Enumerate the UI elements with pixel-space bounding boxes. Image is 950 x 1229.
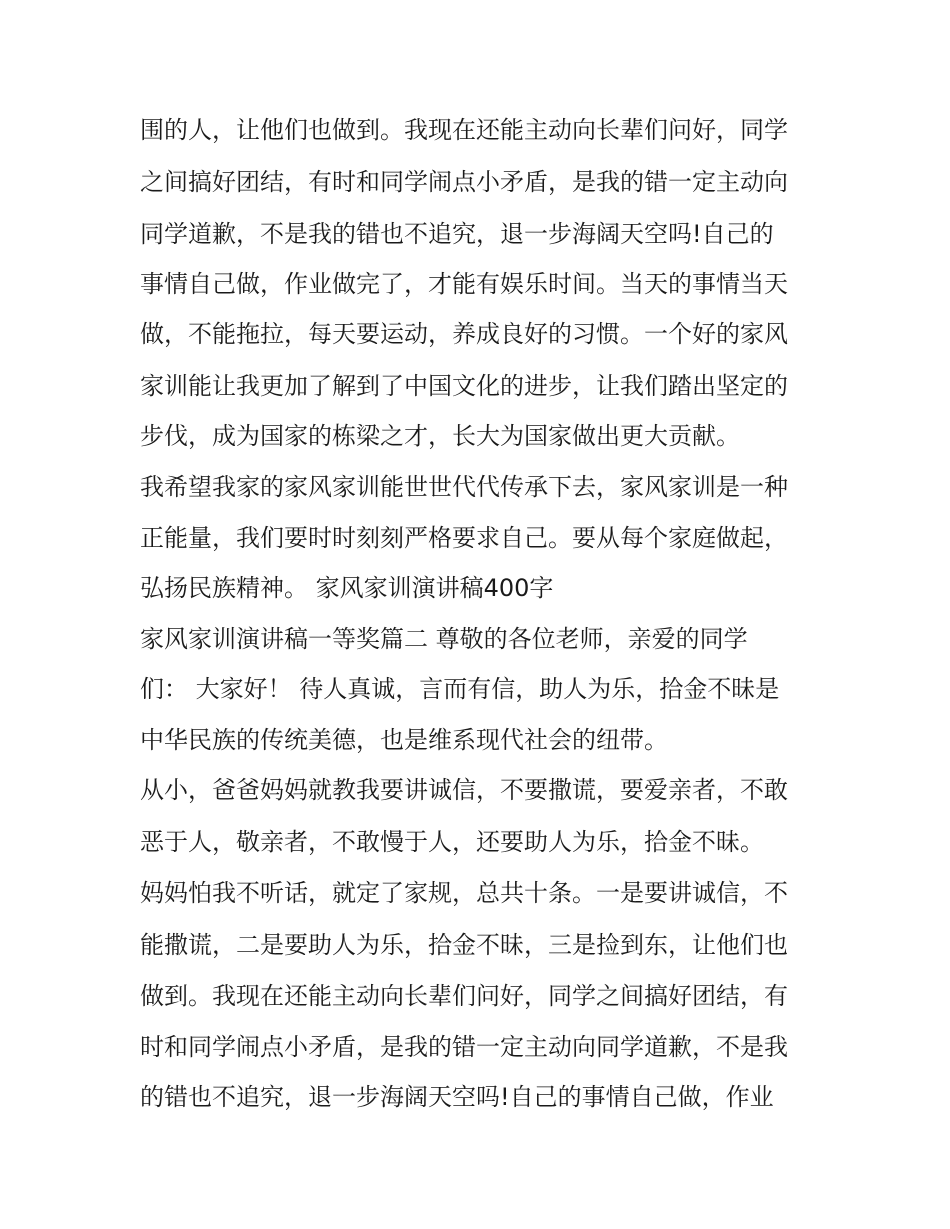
text-line: 弘扬民族精神。 家风家训演讲稿400字 <box>140 574 554 602</box>
text-line: 恶于人，敬亲者，不敢慢于人，还要助人为乐，拾金不昧。 <box>140 828 764 856</box>
text-line: 中华民族的传统美德，也是维系现代社会的纽带。 <box>140 726 668 754</box>
text-line: 时和同学闹点小矛盾，是我的错一定主动向同学道歉，不是我 <box>140 1033 788 1061</box>
text-line: 们： 大家好！ 待人真诚，言而有信，助人为乐，拾金不昧是 <box>140 675 780 703</box>
text-line: 的错也不追究，退一步海阔天空吗!自己的事情自己做，作业 <box>140 1083 774 1111</box>
text-line: 围的人，让他们也做到。我现在还能主动向长辈们问好，同学 <box>140 116 788 144</box>
text-line: 能撒谎，二是要助人为乐，拾金不昧，三是捡到东，让他们也 <box>140 931 788 959</box>
text-line: 事情自己做，作业做完了，才能有娱乐时间。当天的事情当天 <box>140 270 788 298</box>
text-line: 我希望我家的家风家训能世世代代传承下去，家风家训是一种 <box>140 473 788 501</box>
text-line: 步伐，成为国家的栋梁之才，长大为国家做出更大贡献。 <box>140 422 740 450</box>
text-line: 正能量，我们要时时刻刻严格要求自己。要从每个家庭做起， <box>140 524 788 552</box>
text-line: 同学道歉，不是我的错也不追究，退一步海阔天空吗!自己的 <box>140 220 774 248</box>
text-line: 做，不能拖拉，每天要运动，养成良好的习惯。一个好的家风 <box>140 320 788 348</box>
text-line: 家训能让我更加了解到了中国文化的进步，让我们踏出坚定的 <box>140 372 788 400</box>
text-line: 妈妈怕我不听话，就定了家规，总共十条。一是要讲诚信，不 <box>140 879 788 907</box>
text-line: 之间搞好团结，有时和同学闹点小矛盾，是我的错一定主动向 <box>140 168 788 196</box>
text-line: 做到。我现在还能主动向长辈们问好，同学之间搞好团结，有 <box>140 982 788 1010</box>
text-line: 家风家训演讲稿一等奖篇二 尊敬的各位老师，亲爱的同学 <box>140 625 748 653</box>
text-line: 从小，爸爸妈妈就教我要讲诚信，不要撒谎，要爱亲者，不敢 <box>140 776 788 804</box>
